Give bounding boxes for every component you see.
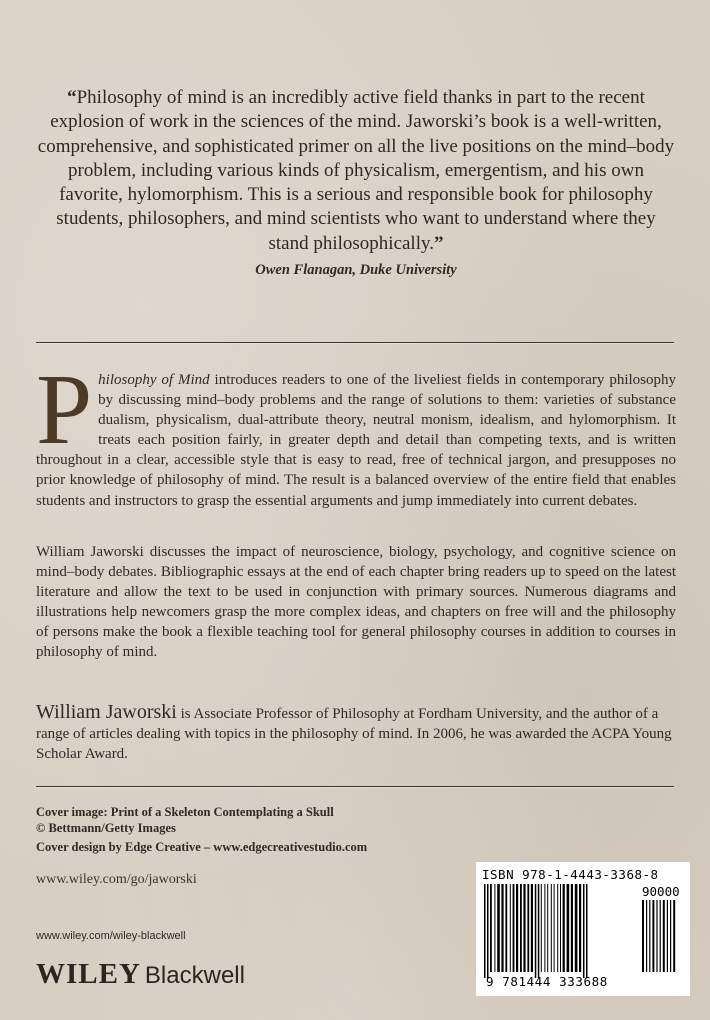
divider-top — [36, 342, 674, 343]
cover-design-credit: Cover design by Edge Creative – www.edgecreativestudio.com — [36, 840, 368, 854]
endorsement-attribution: Owen Flanagan, Duke University — [255, 262, 457, 278]
book-description-para2 — [36, 542, 676, 663]
open-quote-mark: “ — [67, 87, 77, 108]
close-quote-mark: ” — [434, 232, 444, 254]
book-title-inline: hilosophy of Mind — [98, 372, 210, 388]
ean-digits: 9 781444 333688 — [486, 974, 608, 989]
cover-image-credit — [36, 804, 334, 836]
book-description-para1 — [36, 353, 676, 511]
description-para1-text: introduces readers to one of the liveliest fields in contemporary philosophy by discussing mind–body problems and the range of solutions to them: varieties of substance dualism, physicalism, dual-attribute theory, neutral monism, idealism, and hylomorphism. It treats each position fairly, in greater depth and detail than competing texts, and is written throughout in a clear, accessible style that is easy to read, free of technical jargon, and presupposes no prior knowledge of philosophy of mind. The result is a balanced overview of the entire field that enables students and instructors to grasp the essential arguments and jump immediately into current debates. — [36, 372, 676, 509]
price-code: 90000 — [642, 884, 680, 899]
book-url[interactable]: www.wiley.com/go/jaworski — [36, 872, 197, 887]
publisher-imprint: Blackwell — [144, 962, 245, 989]
cover-image-copyright: © Bettmann/Getty Images — [36, 821, 176, 835]
publisher-name: WILEY — [36, 958, 141, 990]
author-bio — [36, 702, 676, 764]
description-para2-text: William Jaworski discusses the impact of neuroscience, biology, psychology, and cognitive science on mind–body debates. Bibliographic essays at the end of each chapter bring readers up to speed on the latest literature and allow the text to be used in conjunction with primary sources. Numerous diagrams and illustrations help newcomers grasp the more complex ideas, and chapters on free will and the philosophy of persons make the book a flexible teaching tool for general philosophy courses in addition to courses in philosophy of mind. — [36, 544, 676, 661]
publisher-url[interactable]: www.wiley.com/wiley-blackwell — [36, 930, 186, 942]
divider-bottom — [36, 786, 674, 787]
author-name: William Jaworski — [36, 701, 177, 723]
publisher-logo — [36, 958, 245, 994]
author-bio-text: is Associate Professor of Philosophy at Fordham University, and the author of a range of articles dealing with topics in the philosophy of mind. In 2006, he was awarded the ACPA Young Scholar Award. — [36, 706, 672, 763]
cover-image-caption: Cover image: Print of a Skeleton Contemplating a Skull — [36, 805, 334, 819]
endorsement-text: Philosophy of mind is an incredibly active field thanks in part to the recent explosion of work in the sciences of the mind. Jaworski’s book is a well-written, comprehensive, and sophisticated primer on all the live positions on the mind–body problem, including various kinds of physicalism, emergentism, and his own favorite, hylomorphism. This is a serious and responsible book for philosophy students, philosophers, and mind scientists who want to understand where they stand philosophically. — [37, 87, 675, 254]
endorsement-quote — [36, 86, 676, 256]
isbn-label: ISBN 978-1-4443-3368-8 — [482, 867, 659, 882]
drop-cap: P — [36, 353, 93, 465]
isbn-barcode — [476, 862, 690, 996]
